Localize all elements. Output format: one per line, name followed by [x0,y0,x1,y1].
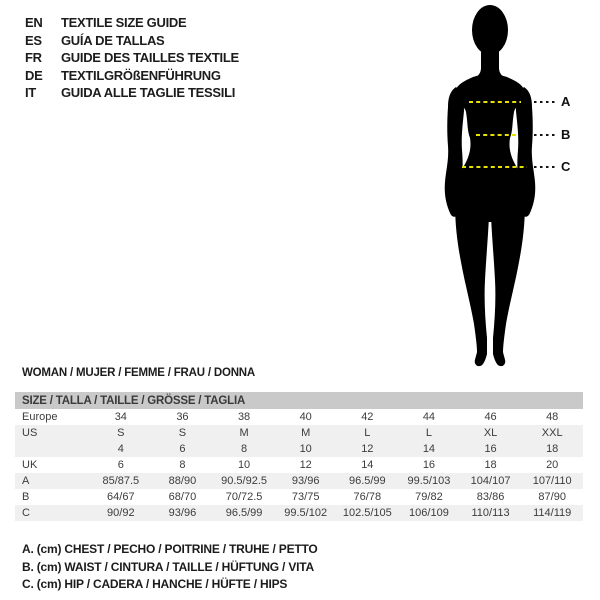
size-cell: 46 [484,411,497,423]
size-cell: 20 [546,459,559,471]
woman-section-title: WOMAN / MUJER / FEMME / FRAU / DONNA [22,367,256,379]
size-cell: 88/90 [168,475,197,487]
size-table-row-hip [15,505,583,521]
row-label: B [22,491,30,503]
language-title: GUIDA ALLE TAGLIE TESSILI [61,85,236,100]
size-cell: 44 [422,411,436,423]
language-code: ES [25,32,42,48]
language-code: IT [25,85,36,100]
measure-label-hip: C [561,159,571,174]
language-title: GUIDE DES TAILLES TEXTILE [61,50,239,65]
language-title: TEXTILGRÖßENFÜHRUNG [61,67,221,83]
size-table-row-us-numeric [15,441,583,457]
right-leg-shape [490,178,525,366]
language-code: FR [25,50,42,65]
legend-item-waist: B. (cm) WAIST / CINTURA / TAILLE / HÜFTUNG / VITA [22,559,314,574]
size-cell: 99.5/102 [284,507,328,519]
size-cell: 76/78 [353,491,382,503]
size-cell: XXL [541,427,563,439]
size-cell: 93/96 [291,475,320,487]
size-cell: 6 [117,459,124,471]
size-cell: 83/86 [476,491,505,503]
size-cell: 96.5/99 [348,475,386,487]
row-label: C [22,507,30,519]
size-cell: 4 [117,443,124,455]
size-table-row-chest [15,473,583,489]
size-cell: L [364,427,371,439]
size-cell: M [301,427,311,439]
size-cell: 18 [484,459,497,471]
row-label: UK [22,459,38,471]
size-cell: S [117,427,125,439]
size-cell: 85/87.5 [102,475,140,487]
size-cell: 114/119 [533,507,572,519]
size-cell: 104/107 [470,475,511,487]
size-cell: 93/96 [168,507,197,519]
size-cell: 90/92 [107,507,135,519]
size-cell: 87/90 [538,491,566,503]
size-table-row-waist [15,489,583,505]
size-table [15,392,583,521]
size-cell: 42 [361,411,374,423]
size-cell: 8 [241,443,248,455]
size-cell: 40 [299,411,312,423]
size-cell: 10 [237,459,251,471]
size-cell: M [239,427,249,439]
size-cell: 16 [422,459,436,471]
size-cell: 8 [179,459,186,471]
size-cell: 73/75 [291,491,320,503]
size-cell: 10 [299,443,312,455]
size-cell: 90.5/92.5 [221,475,267,487]
size-cell: 14 [361,459,374,471]
size-cell: S [178,427,187,439]
language-code: DE [25,67,43,83]
size-cell: 102.5/105 [342,507,392,519]
size-cell: 38 [237,411,251,423]
size-cell: L [425,427,432,439]
size-cell: 70/72.5 [225,491,263,503]
language-title: GUÍA DE TALLAS [61,32,165,48]
size-cell: 36 [176,411,189,423]
language-title: TEXTILE SIZE GUIDE [61,15,187,30]
measurement-legend [22,541,318,594]
woman-body-shape [445,5,536,366]
size-cell: 34 [114,411,127,423]
size-cell: 6 [179,443,186,455]
size-table-row-uk [15,457,583,473]
legend-item-hip: C. (cm) HIP / CADERA / HANCHE / HÜFTE / HIPS [22,577,288,592]
measure-label-chest: A [561,94,571,109]
size-cell: 14 [422,443,436,455]
size-cell: 64/67 [107,491,135,503]
size-cell: 48 [546,411,559,423]
row-label: Europe [22,411,58,423]
size-cell: 79/82 [415,491,443,503]
size-cell: 107/110 [532,475,572,487]
row-label: US [22,427,38,439]
row-label: A [22,475,30,487]
measure-label-waist: B [561,127,571,142]
size-cell: 99.5/103 [407,475,451,487]
legend-item-chest: A. (cm) CHEST / PECHO / POITRINE / TRUHE / PETTO [22,542,318,556]
size-table-header: SIZE / TALLA / TAILLE / GRÖSSE / TAGLIA [15,392,583,409]
size-cell: XL [483,427,498,439]
size-cell: 12 [361,443,374,455]
size-table-row-us-letter [15,425,583,441]
size-cell: 110/113 [471,507,510,519]
size-cell: 68/70 [168,491,197,503]
size-cell: 18 [546,443,559,455]
size-cell: 12 [299,459,312,471]
language-code: EN [25,15,43,30]
left-leg-shape [455,178,490,366]
size-cell: 96.5/99 [225,507,263,519]
size-table-row-europe [15,409,583,425]
size-cell: 106/109 [409,507,449,519]
size-cell: 16 [484,443,497,455]
